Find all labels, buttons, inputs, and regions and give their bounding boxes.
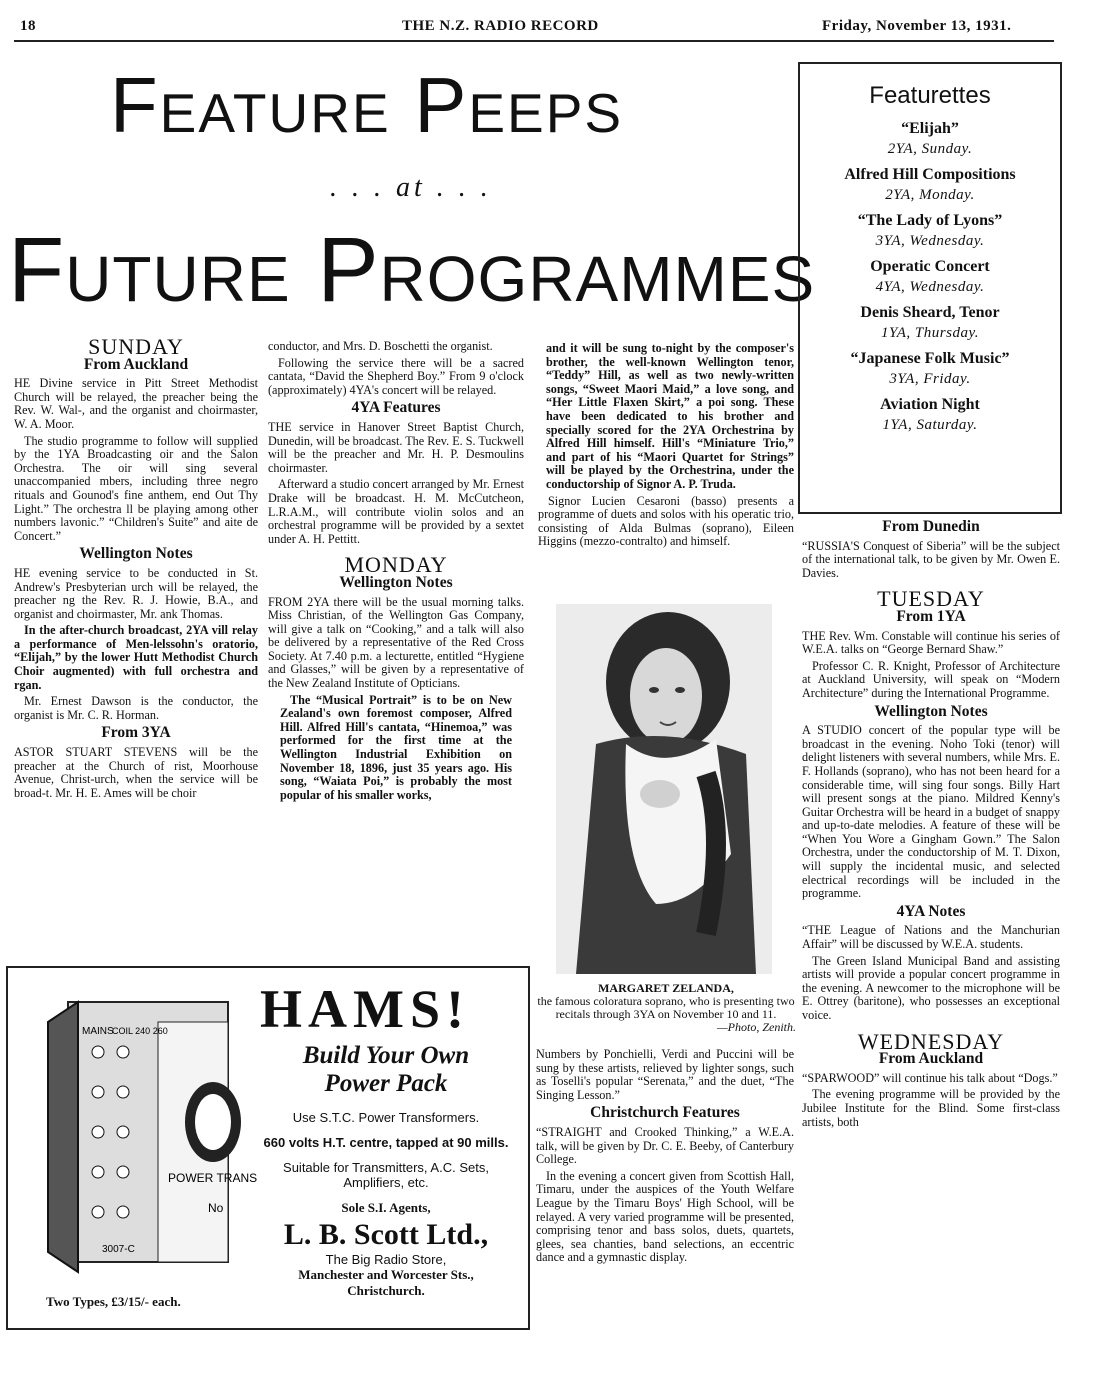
featurette-name: “Elijah” [901, 120, 959, 137]
paragraph: In the after-church broadcast, 2YA vill relay a performance of Men-lelssohn's oratorio, “Elijah,” by the lower Hutt Methodist Church Choir augmented) with full orchestra and rgan. [14, 623, 258, 692]
advert-company: L. B. Scott Ltd., [283, 1218, 489, 1251]
subheading: 4YA Features [351, 399, 441, 417]
paragraph: A STUDIO concert of the popular type will be broadcast in the evening. Noho Toki (tenor) will delight listeners with several numbers, while Mrs. E. F. Hollands (soprano), who has not been heard for a considerable time, will sing four songs. Billy Hart will present songs at the piano. Mildred Kenny's Guitar Orchestra will be heard in a budget of snappy and up-to-date melodies. A feature of these will be “When You Wore a Gingham Gown.” The Salon Orchestra, under the conductorship of M. T. Dixon, will supply the incidental music, and selected electrical recordings will be included in the programme. [802, 723, 1060, 901]
transformer-illustration [38, 982, 258, 1282]
paragraph: HE evening service to be conducted in St. Andrew's Presbyterian urch will be relayed, the preacher ng the Rev. R. J. Howie, B.A., and organist and choirmaster, Mr. ank Thomas. [14, 565, 258, 621]
caption-name: MARGARET ZELANDA, [598, 981, 734, 995]
paragraph: The Green Island Municipal Band and assisting artists will provide a popular concert programme in the evening. A newcomer to the microphone will be E. Ottrey (baritone), who possesses an exceptional voice. [802, 953, 1060, 1022]
featurette-station: 1YA, Saturday. [882, 417, 978, 433]
paragraph: “SPARWOOD” will continue his talk about “Dogs.” [802, 1070, 1058, 1085]
subheading: From 1YA [896, 607, 966, 625]
advert-address-1: Manchester and Worcester Sts., [298, 1267, 474, 1282]
paragraph: Numbers by Ponchielli, Verdi and Puccini will be sung by these artists, relieved by lighter songs, such as Toselli's popular “Serenata,” and the duet, “The Singing Lesson.” [536, 1047, 794, 1102]
paragraph: THE service in Hanover Street Baptist Church, Dunedin, will be broadcast. The Rev. E. S. Tuckwell will be the preacher and Mr. H. P. Desmoulins choirmaster. [268, 419, 524, 475]
featurette-station: 4YA, Wednesday. [875, 279, 985, 295]
featurette-station: 2YA, Monday. [885, 187, 975, 203]
page-number: 18 [20, 18, 36, 34]
issue-date: Friday, November 13, 1931. [822, 18, 1012, 34]
featurette-item [800, 396, 1060, 434]
paragraph: THE Rev. Wm. Constable will continue his series of W.E.A. talks on “George Bernard Shaw.” [802, 628, 1060, 657]
featurettes-list [800, 120, 1060, 434]
portrait-photo [556, 604, 772, 974]
advert-headline-2: Power Pack [324, 1070, 448, 1097]
column-3-bottom [536, 1048, 794, 1268]
day-heading-sunday: SUNDAY [88, 334, 184, 359]
day-heading-monday: MONDAY [344, 552, 448, 578]
advert-agents: Sole S.I. Agents, [341, 1200, 431, 1215]
paragraph: ASTOR STUART STEVENS will be the preacher at the Church of rist, Moorhouse Avenue, Christ-urch, when the service will be broad-t. Mr. H. E. Ames will be choir [14, 745, 258, 800]
column-4 [802, 516, 1060, 1132]
paragraph: The evening programme will be provided by the Jubilee Institute for the Blind. Some first-class artists, both [802, 1087, 1060, 1129]
subheading: Wellington Notes [339, 573, 453, 591]
advertisement [6, 966, 530, 1330]
paragraph: The “Musical Portrait” is to be on New Zealand's own foremost composer, Alfred Hill. Alfred Hill's cantata, “Hinemoa,” was performed for the first time at the Wellington Industrial Exhibition on November 18, 1896, just 35 years ago. His song, “Waiata Poi,” is probably the most popular of his smaller works, [280, 692, 512, 802]
title-line1: Feature Peeps [110, 61, 624, 149]
advert-address-2: Christchurch. [347, 1283, 425, 1298]
paragraph: FROM 2YA there will be the usual morning talks. Miss Christian, of the Wellington Gas Company, will give a talk on “Cooking,” and a talk will also be delivered by a representative of the Red Cross Society. At 7.40 p.m. a lecturette, entitled “Hygiene and Glasses,” will be given by a representative of the New Zealand Institute of Opticians. [268, 594, 524, 691]
paragraph: Professor C. R. Knight, Professor of Architecture at Auckland University, will speak on “Modern Architecture” during the International Programme. [802, 658, 1060, 700]
transformer-label: POWER TRANS [168, 1171, 258, 1185]
featurette-station: 3YA, Wednesday. [875, 233, 985, 249]
advert-price: Two Types, £3/15/- each. [46, 1294, 181, 1309]
day-heading-tuesday: TUESDAY [877, 586, 985, 612]
transformer-label: 3007-C [102, 1244, 135, 1255]
paragraph: conductor, and Mrs. D. Boschetti the organist. [268, 339, 493, 353]
featurette-name: “Japanese Folk Music” [850, 350, 1010, 367]
featurette-item [800, 212, 1060, 250]
paragraph: Mr. Ernest Dawson is the conductor, the organist is Mr. C. R. Horman. [14, 694, 258, 722]
advert-store: The Big Radio Store, [325, 1252, 447, 1267]
paragraph: The studio programme to follow will supplied by the 1YA Broadcasting oir and the Salon Orchestra. The oir will sing several unaccompanied mbers, including three negro rituals and Gounod's fine anthem, end Out Thy Light.” The orchestra ll be playing among other numbers lavonic.” “Children's Suite” and aite de Concert.” [14, 433, 258, 543]
title-line3: Future Programmes [8, 219, 816, 321]
paragraph: In the evening a concert given from Scottish Hall, Timaru, under the auspices of the Youth Welfare League by the Timaru Boys' High School, will be relayed. A very varied programme will be presented, comprising tenor and bass solos, duets, quartets, glees, sea chanties, band selections, an eccentric dance and a gymnastic display. [536, 1168, 794, 1265]
featurette-item [800, 350, 1060, 388]
advert-line-3: Suitable for Transmitters, A.C. Sets, Amplifiers, etc. [283, 1160, 489, 1190]
advert-line-1: Use S.T.C. Power Transformers. [292, 1110, 480, 1125]
paragraph: HE Divine service in Pitt Street Methodist Church will be relayed, the preacher being the Rev. W. Wal-, and the organist and choirmaster, W. A. Moor. [14, 376, 258, 431]
featurette-station: 1YA, Thursday. [880, 325, 980, 341]
featurette-item [800, 166, 1060, 204]
paragraph: “RUSSIA'S Conquest of Siberia” will be the subject of the international talk, to be given by Mr. Owen E. Davies. [802, 538, 1060, 580]
paragraph: Following the service there will be a sacred cantata, “David the Shepherd Boy.” From 9 o'clock (approximately) 4YA's concert will be relayed. [268, 355, 524, 397]
transformer-label: MAINS [82, 1026, 114, 1037]
transformer-label: COIL 240 260 [112, 1026, 168, 1036]
subheading: From 3YA [101, 724, 171, 742]
featurette-name: Operatic Concert [870, 258, 990, 275]
subheading: Wellington Notes [874, 702, 988, 720]
featurette-station: 3YA, Friday. [889, 371, 971, 387]
caption-text: the famous coloratura soprano, who is presenting two recitals through 3YA on November 10 and 11. [537, 994, 795, 1021]
paragraph: “THE League of Nations and the Manchurian Affair” will be discussed by W.E.A. students. [802, 923, 1060, 952]
advert-copy [256, 978, 516, 1299]
featurette-item [800, 258, 1060, 296]
transformer-label: No [208, 1201, 224, 1215]
publication-title: THE N.Z. RADIO RECORD [402, 18, 599, 34]
title-line2: . . . at . . . [330, 172, 492, 203]
advert-headline-1: Build Your Own [302, 1042, 470, 1069]
subheading: From Dunedin [882, 518, 980, 535]
featurette-name: “The Lady of Lyons” [857, 212, 1003, 229]
featurette-station: 2YA, Sunday. [887, 141, 973, 157]
subheading: 4YA Notes [896, 902, 966, 920]
caption-credit: —Photo, Zenith. [716, 1020, 796, 1034]
featurettes-heading: Featurettes [869, 82, 991, 109]
paragraph: “STRAIGHT and Crooked Thinking,” a W.E.A. talk, will be given by Dr. C. E. Beeby, of Canterbury College. [536, 1124, 794, 1167]
featurette-name: Alfred Hill Compositions [844, 166, 1016, 183]
paragraph: and it will be sung to-night by the composer's brother, the well-known Wellington tenor, “Teddy” Hill, as well as two newly-written songs, “Sweet Maori Maid,” a love song, and “Her Little Flaxen Skirt,” a poi song. These have been dedicated to his brother and specially scored for the 2YA Orchestrina by Alfred Hill himself. Hill's “Miniature Trio,” and part of his “Maori Quartet for Strings” will be played by the Orchestrina, under the conductorship of Signor A. P. Truda. [546, 341, 794, 491]
featurette-name: Aviation Night [880, 396, 980, 413]
featurette-item [800, 304, 1060, 342]
subheading: Wellington Notes [79, 545, 193, 563]
featurette-name: Denis Sheard, Tenor [860, 304, 1000, 321]
advert-line-2: 660 volts H.T. centre, tapped at 90 mills. [263, 1135, 509, 1150]
column-1 [14, 336, 258, 803]
column-3-top [538, 342, 794, 552]
subheading: From Auckland [878, 1050, 984, 1068]
photo-caption [536, 982, 796, 1034]
column-2 [268, 340, 524, 805]
subheading: Christchurch Features [590, 1104, 740, 1122]
featurettes-box [798, 62, 1062, 514]
paragraph: Signor Lucien Cesaroni (basso) presents a programme of duets and solos with his operatic trio, consisting of Alda Bulmas (soprano), Eileen Higgins (mezzo-contralto) and himself. [538, 493, 794, 549]
day-heading-wednesday: WEDNESDAY [857, 1028, 1005, 1054]
featurette-item [800, 120, 1060, 158]
paragraph: Afterward a studio concert arranged by Mr. Ernest Drake will be broadcast. H. M. McCutcheon, L.R.A.M., will contribute violin solos and an orchestral programme will be provided by a sextet under A. H. Pettitt. [268, 477, 524, 546]
subheading: From Auckland [83, 355, 189, 373]
header-rule [14, 40, 1054, 42]
advert-brand: HAMS! [260, 979, 470, 1039]
